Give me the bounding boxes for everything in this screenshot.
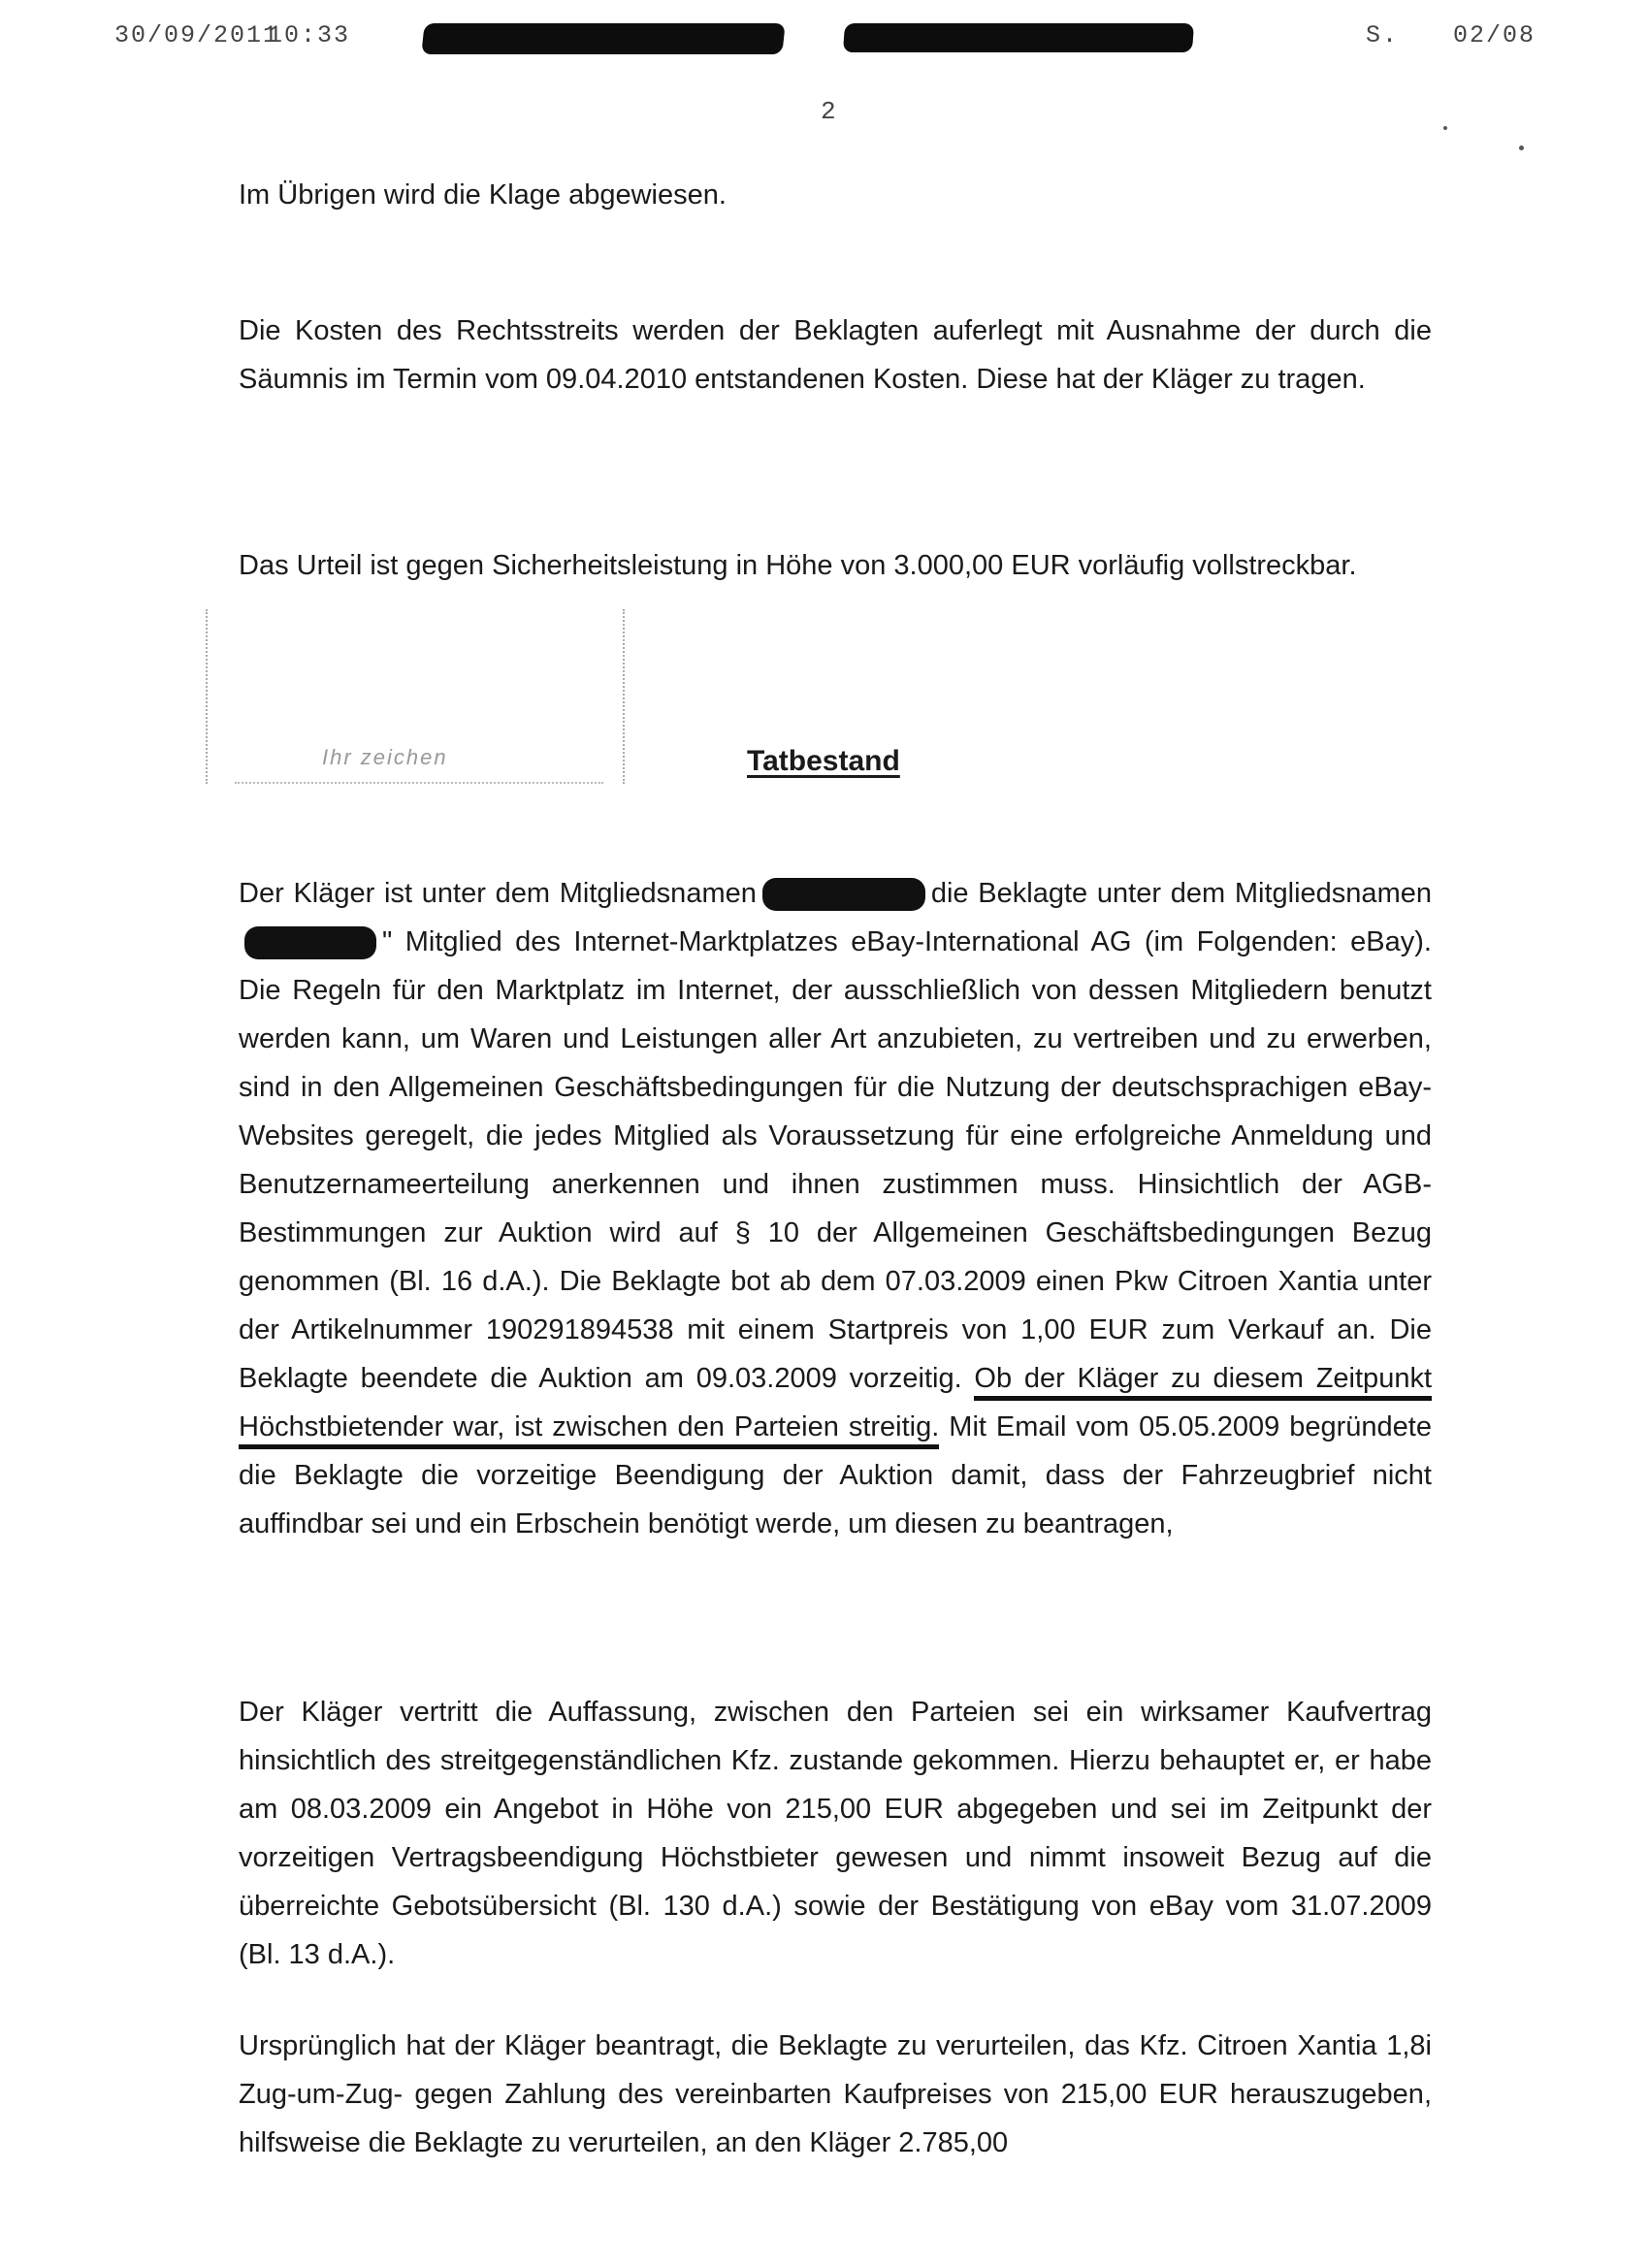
stamp-border [235, 782, 603, 784]
redaction-block [244, 926, 376, 959]
scan-speck [1519, 146, 1524, 150]
underlined-passage: Ob der Kläger zu diesem Zeitpunkt Höchstbietender war, ist zwischen den Parteien streitig. [239, 1363, 1432, 1449]
fax-page-count: 02/08 [1453, 21, 1536, 49]
fax-date: 30/09/2011 [114, 21, 280, 49]
paragraph-costs: Die Kosten des Rechtsstreits werden der Beklagten auferlegt mit Ausnahme der durch die Säumnis im Termin vom 09.04.2010 entstandenen Kosten. Diese hat der Kläger zu tragen. [239, 315, 1432, 395]
fax-page-prefix: S. [1366, 21, 1400, 49]
stamp-text: Ihr zeichen [322, 745, 448, 769]
section-heading: Tatbestand [747, 745, 900, 777]
stamp-border [206, 609, 208, 784]
paragraph-facts [239, 869, 1432, 1548]
facts-text-c: " Mitglied des Internet-Marktplatzes eBay-International AG (im Folgenden: eBay). Die Regeln für den Marktplatz im Internet, der ausschließlich von dessen Mitgliedern benutzt werden kann, um Waren und Leistungen aller Art anzubieten, zu vertreiben und zu erwerben, sind in den Allgemeinen Geschäftsbedingungen für die Nutzung der deutschsprachigen eBay-Websites geregelt, die jedes Mitglied als Voraussetzung für eine erfolgreiche Anmeldung und Benutzernameerteilung anerkennen und ihnen zustimmen muss. Hinsichtlich der AGB-Bestimmungen zur Auktion wird auf § 10 der Allgemeinen Geschäftsbedingungen Bezug genommen (Bl. 16 d.A.). Die Beklagte bot ab dem 07.03.2009 einen Pkw Citroen Xantia unter der Artikelnummer 190291894538 mit einem Startpreis von 1,00 EUR zum Verkauf an. Die Beklagte beendete die Auktion am 09.03.2009 vorzeitig. [239, 926, 1432, 1394]
redaction-block [843, 23, 1194, 52]
paragraph-dismissal: Im Übrigen wird die Klage abgewiesen. [239, 179, 727, 211]
paragraph-original-motion: Ursprünglich hat der Kläger beantragt, die Beklagte zu verurteilen, das Kfz. Citroen Xantia 1,8i Zug-um-Zug- gegen Zahlung des vereinbarten Kaufpreises von 215,00 EUR herauszugeben, hilfsweise die Beklagte zu verurteilen, an den Kläger 2.785,00 [239, 2030, 1432, 2158]
stamp-border [623, 609, 625, 784]
redaction-block [421, 23, 785, 54]
facts-text-b: die Beklagte unter dem Mitgliedsnamen [930, 878, 1432, 909]
scan-speck [1443, 126, 1447, 130]
paragraph-plaintiff-view: Der Kläger vertritt die Auffassung, zwischen den Parteien sei ein wirksamer Kaufvertrag hinsichtlich des streitgegenständlichen Kfz. zustande gekommen. Hierzu behauptet er, er habe am 08.03.2009 ein Angebot in Höhe von 215,00 EUR abgegeben und sei im Zeitpunkt der vorzeitigen Vertragsbeendigung Höchstbieter gewesen und nimmt insoweit Bezug auf die überreichte Gebotsübersicht (Bl. 130 d.A.) sowie der Bestätigung von eBay vom 31.07.2009 (Bl. 13 d.A.). [239, 1697, 1432, 1970]
facts-text-a: Der Kläger ist unter dem Mitgliedsnamen [239, 878, 757, 909]
facts-text-d: Mit Email vom 05.05.2009 begründete die Beklagte die vorzeitige Beendigung der Auktion damit, dass der Fahrzeugbrief nicht auffindbar sei und ein Erbschein benötigt werde, um diesen zu beantragen, [239, 1411, 1432, 1539]
redaction-block [762, 878, 925, 911]
page-number: 2 [821, 97, 836, 126]
paragraph-enforceability: Das Urteil ist gegen Sicherheitsleistung in Höhe von 3.000,00 EUR vorläufig vollstreckbar. [239, 550, 1357, 581]
fax-time: 10:33 [268, 21, 351, 49]
fax-header [114, 21, 1540, 54]
faded-stamp [206, 609, 632, 794]
